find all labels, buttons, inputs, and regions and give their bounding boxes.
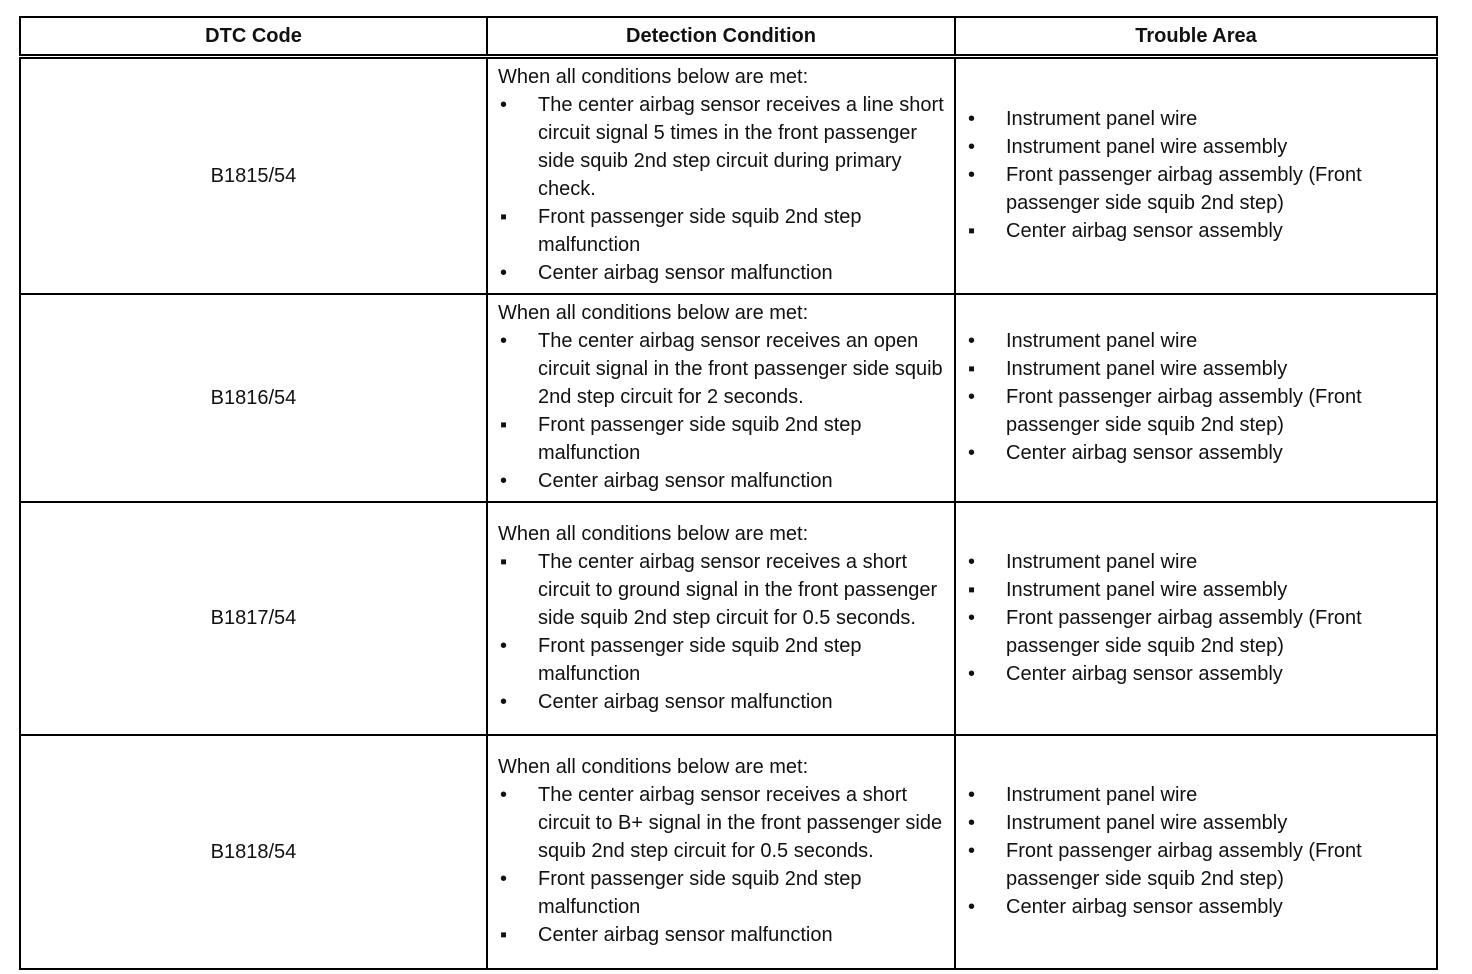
- list-item: [498, 411, 946, 467]
- list-item: [966, 893, 1428, 921]
- bullet-icon: ▪: [500, 924, 508, 946]
- list-item: [966, 576, 1428, 604]
- bullet-icon: •: [968, 386, 976, 408]
- bullet-icon: •: [500, 690, 508, 713]
- condition-intro: When all conditions below are met:: [498, 522, 809, 545]
- condition-list: [498, 327, 946, 495]
- bullet-icon: •: [968, 330, 976, 352]
- list-item: [498, 781, 946, 865]
- list-item: [966, 105, 1428, 133]
- area-text: Center airbag sensor assembly: [1006, 442, 1283, 464]
- area-text: Front passenger airbag assembly (Front passenger side squib 2nd step): [1006, 840, 1362, 890]
- condition-text: Front passenger side squib 2nd step malfunction: [538, 206, 862, 256]
- bullet-icon: •: [500, 94, 508, 116]
- bullet-icon: ▪: [500, 550, 508, 573]
- condition-text: The center airbag sensor receives a short circuit to B+ signal in the front passenger side squib 2nd step circuit for 0.5 seconds.: [538, 784, 943, 862]
- trouble-area-list: [966, 781, 1428, 921]
- list-item: [966, 809, 1428, 837]
- dtc-code-cell: B1818/54: [20, 735, 487, 969]
- condition-text: Front passenger side squib 2nd step malfunction: [538, 868, 862, 918]
- area-text: Instrument panel wire assembly: [1006, 136, 1288, 158]
- list-item: [498, 632, 946, 688]
- condition-list: [498, 91, 946, 287]
- condition-intro: When all conditions below are met:: [498, 66, 809, 88]
- list-item: [966, 548, 1428, 576]
- trouble-area-list: [966, 105, 1428, 245]
- condition-list: [498, 781, 946, 949]
- header-row: [20, 17, 1437, 57]
- list-item: [966, 781, 1428, 809]
- bullet-icon: •: [968, 840, 976, 862]
- area-text: Instrument panel wire assembly: [1006, 358, 1288, 380]
- bullet-icon: ▪: [500, 414, 508, 436]
- list-item: [966, 217, 1428, 245]
- detection-condition-cell: [487, 57, 955, 295]
- bullet-icon: •: [500, 868, 508, 890]
- bullet-icon: •: [968, 662, 976, 685]
- detection-condition-cell: [487, 502, 955, 735]
- condition-text: Center airbag sensor malfunction: [538, 470, 833, 492]
- condition-text: Center airbag sensor malfunction: [538, 924, 833, 946]
- condition-text: Front passenger side squib 2nd step malfunction: [538, 634, 862, 685]
- detection-condition-cell: [487, 735, 955, 969]
- bullet-icon: •: [968, 784, 976, 806]
- table-row: [20, 57, 1437, 295]
- area-text: Front passenger airbag assembly (Front passenger side squib 2nd step): [1006, 386, 1362, 436]
- bullet-icon: •: [968, 136, 976, 158]
- condition-list: [498, 548, 946, 716]
- condition-text: The center airbag sensor receives a short circuit to ground signal in the front passenger side squib 2nd step circuit for 0.5 seconds.: [538, 550, 938, 629]
- table-row: [20, 502, 1437, 735]
- condition-intro: When all conditions below are met:: [498, 302, 809, 324]
- list-item: [498, 203, 946, 259]
- area-text: Instrument panel wire assembly: [1006, 578, 1288, 601]
- trouble-area-cell: [955, 735, 1437, 969]
- area-text: Center airbag sensor assembly: [1006, 896, 1283, 918]
- bullet-icon: •: [968, 108, 976, 130]
- list-item: [966, 383, 1428, 439]
- dtc-code-cell: B1816/54: [20, 294, 487, 502]
- bullet-icon: •: [500, 634, 508, 657]
- area-text: Instrument panel wire: [1006, 330, 1198, 352]
- list-item: [498, 259, 946, 287]
- area-text: Front passenger airbag assembly (Front passenger side squib 2nd step): [1006, 164, 1362, 214]
- bullet-icon: ▪: [500, 206, 508, 228]
- bullet-icon: •: [968, 550, 976, 573]
- list-item: [966, 660, 1428, 688]
- trouble-area-cell: [955, 294, 1437, 502]
- bullet-icon: •: [968, 606, 976, 629]
- table-row: [20, 294, 1437, 502]
- area-text: Instrument panel wire: [1006, 108, 1198, 130]
- area-text: Center airbag sensor assembly: [1006, 662, 1283, 685]
- list-item: [498, 91, 946, 203]
- area-text: Instrument panel wire: [1006, 784, 1198, 806]
- bullet-icon: •: [500, 262, 508, 284]
- condition-text: The center airbag sensor receives an open circuit signal in the front passenger side squib 2nd step circuit for 2 seconds.: [538, 330, 943, 408]
- list-item: [966, 327, 1428, 355]
- bullet-icon: ▪: [968, 578, 976, 601]
- condition-intro: When all conditions below are met:: [498, 756, 809, 778]
- list-item: [966, 604, 1428, 660]
- table-row: [20, 735, 1437, 969]
- bullet-icon: •: [968, 812, 976, 834]
- bullet-icon: ▪: [968, 220, 976, 242]
- condition-text: Front passenger side squib 2nd step malfunction: [538, 414, 862, 464]
- bullet-icon: •: [968, 442, 976, 464]
- list-item: [498, 327, 946, 411]
- condition-text: The center airbag sensor receives a line short circuit signal 5 times in the front passenger side squib 2nd step circuit during primary check.: [538, 94, 944, 200]
- condition-text: Center airbag sensor malfunction: [538, 262, 833, 284]
- bullet-icon: ▪: [968, 358, 976, 380]
- list-item: [966, 837, 1428, 893]
- bullet-icon: •: [500, 330, 508, 352]
- detection-condition-cell: [487, 294, 955, 502]
- header-trouble-area: Trouble Area: [955, 17, 1437, 57]
- bullet-icon: •: [968, 896, 976, 918]
- dtc-table: [19, 16, 1438, 970]
- list-item: [966, 161, 1428, 217]
- list-item: [498, 688, 946, 716]
- header-detection-condition: Detection Condition: [487, 17, 955, 57]
- list-item: [966, 355, 1428, 383]
- area-text: Instrument panel wire assembly: [1006, 812, 1288, 834]
- list-item: [966, 439, 1428, 467]
- area-text: Instrument panel wire: [1006, 550, 1198, 573]
- trouble-area-cell: [955, 502, 1437, 735]
- dtc-code-cell: B1815/54: [20, 57, 487, 295]
- list-item: [966, 133, 1428, 161]
- list-item: [498, 467, 946, 495]
- trouble-area-cell: [955, 57, 1437, 295]
- header-dtc-code: DTC Code: [20, 17, 487, 57]
- area-text: Center airbag sensor assembly: [1006, 220, 1283, 242]
- dtc-code-cell: B1817/54: [20, 502, 487, 735]
- bullet-icon: •: [500, 470, 508, 492]
- list-item: [498, 548, 946, 632]
- condition-text: Center airbag sensor malfunction: [538, 690, 833, 713]
- area-text: Front passenger airbag assembly (Front passenger side squib 2nd step): [1006, 606, 1362, 657]
- bullet-icon: •: [500, 784, 508, 806]
- list-item: [498, 865, 946, 921]
- trouble-area-list: [966, 327, 1428, 467]
- bullet-icon: •: [968, 164, 976, 186]
- trouble-area-list: [966, 548, 1428, 688]
- list-item: [498, 921, 946, 949]
